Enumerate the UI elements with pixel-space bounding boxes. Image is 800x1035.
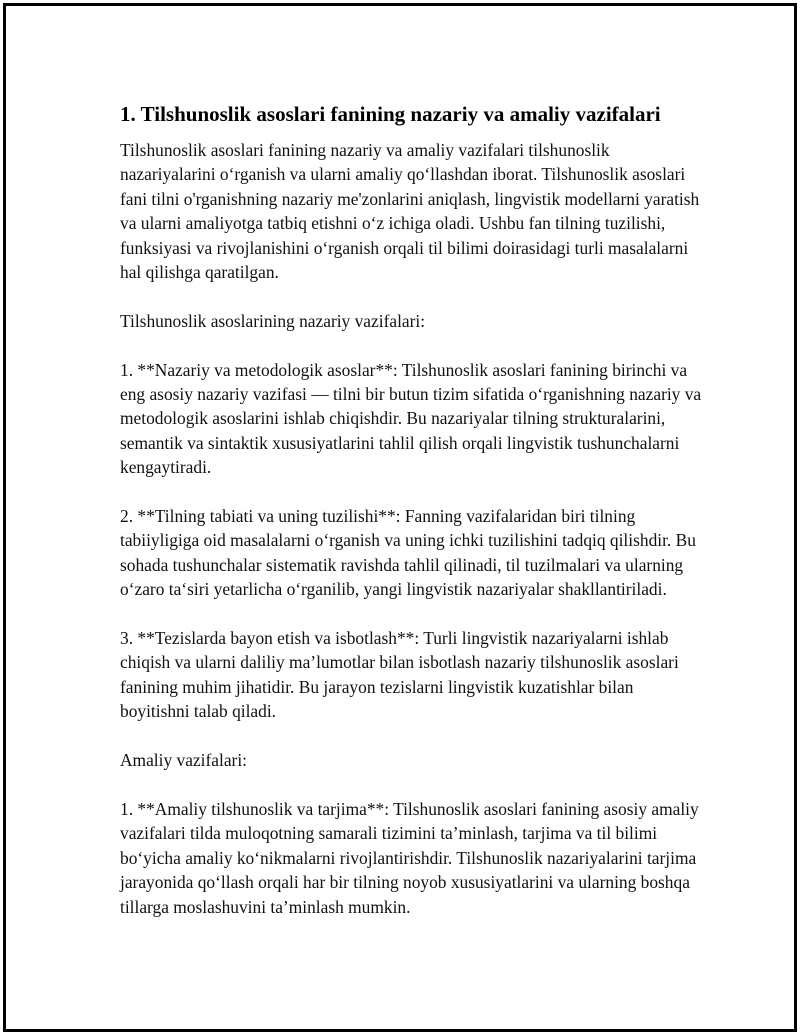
page-frame — [3, 3, 797, 1032]
theoretical-item-2: 2. **Tilning tabiati va uning tuzilishi**: Fanning vazifalaridan biri tilning tabiiyligiga oid masalalarni o‘rganish va uning ichki tuzilishini tadqiq qilishdir. Bu sohada tushunchalar sistematik ravishda tahlil qilinadi, til tuzilmalari va ularning o‘zaro ta‘siri yetarlicha o‘rganilib, yangi lingvistik nazariyalar shakllantiriladi. — [120, 506, 696, 600]
theoretical-item-3: 3. **Tezislarda bayon etish va isbotlash**: Turli lingvistik nazariyalarni ishlab chiqish va ularni daliliy ma’lumotlar bilan isbotlash nazariy tilshunoslik asoslari fanining muhim jihatidir. Bu jarayon tezislarni lingvistik kuzatishlar bilan boyitishni talab qiladi. — [120, 628, 679, 722]
theoretical-tasks-label: Tilshunoslik asoslarining nazariy vazifalari: — [120, 310, 426, 331]
document-body — [120, 100, 706, 919]
intro-paragraph: Tilshunoslik asoslari fanining nazariy va amaliy vazifalari tilshunoslik nazariyalarini o‘rganish va ularni amaliy qo‘llashdan iborat. Tilshunoslik asoslari fani tilni o'rganishning nazariy me'zonlarini aniqlash, lingvistik modellarni yaratish va ularni amaliyotga tatbiq etishni o‘z ichiga oladi. Ushbu fan tilning tuzilishi, funksiyasi va rivojlanishini o‘rganish orqali til bilimi doirasidagi turli masalalarni hal qilishga qaratilgan. — [120, 140, 700, 283]
section-heading: 1. Tilshunoslik asoslari fanining nazariy va amaliy vazifalari — [120, 102, 661, 126]
practical-item-1: 1. **Amaliy tilshunoslik va tarjima**: Tilshunoslik asoslari fanining asosiy amaliy vazifalari tilda muloqotning samarali tizimini ta’minlash, tarjima va til bilimi bo‘yicha amaliy ko‘nikmalarni rivojlantirishdir. Tilshunoslik nazariyalarini tarjima jarayonida qo‘llash orqali har bir tilning noyob xususiyatlarini va ularning boshqa tillarga moslashuvini ta’minlash mumkin. — [120, 798, 699, 917]
practical-tasks-label: Amaliy vazifalari: — [120, 750, 247, 771]
theoretical-item-1: 1. **Nazariy va metodologik asoslar**: Tilshunoslik asoslari fanining birinchi va eng asosiy nazariy vazifasi — tilni bir butun tizim sifatida o‘rganishning nazariy va metodologik asoslarini ishlab chiqishdir. Bu nazariyalar tilning strukturalarini, semantik va sintaktik xususiyatlarini tahlil qilish orqali lingvistik tushunchalarni kengaytiradi. — [120, 359, 702, 478]
